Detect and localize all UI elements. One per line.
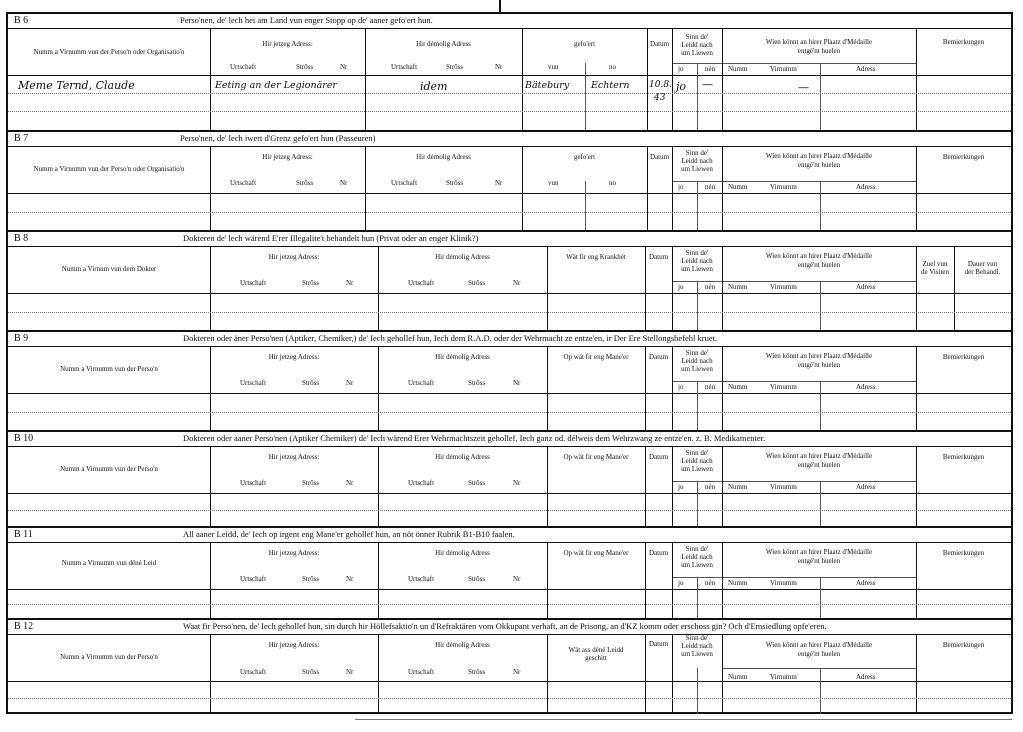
sub-yes: jo bbox=[678, 283, 684, 291]
col-remarks: Bemierkungen bbox=[942, 549, 985, 557]
col-medal-2: entgé'nt huelen bbox=[797, 261, 841, 269]
entry-current-address: Eeting an der Legionärer bbox=[215, 80, 337, 91]
sub-urtschaft: Urtschaft bbox=[240, 575, 267, 583]
col-former-address: Hir démolig Adress bbox=[435, 353, 490, 361]
section-header bbox=[8, 14, 1011, 29]
col-visits: Zuel vun bbox=[922, 260, 948, 268]
col-former-address: Hir démolig Adress bbox=[435, 453, 490, 461]
sub-no: nén bbox=[705, 483, 716, 491]
section-title: Dokteren de' lech wärend E'rer Illegalite't behandelt hun (Privat oder an enger Klinik?) bbox=[183, 233, 479, 243]
col-medal: Wien könnt an hirer Plaatz d'Médaille bbox=[765, 152, 873, 160]
col-medal-2: entgé'nt huelen bbox=[797, 650, 841, 658]
sub-adress: Adress bbox=[856, 383, 876, 391]
sub-nr: Nr bbox=[346, 575, 354, 583]
col-medal: Wien könnt an hirer Plaatz d'Médaille bbox=[765, 548, 873, 556]
section-title: Waat fir Perso'nen, de' Iech gehollef hun, sin durch hir Höllefsaktio'n un d'Refraktären vom Okkupant verhaft, an de Prisong, an d'KZ komm oder erschoss gin? Och d'Emsiedlung opfe'eren. bbox=[183, 621, 827, 631]
col-what-happened: Wät ass déné Leidd bbox=[568, 646, 624, 654]
section-b10 bbox=[8, 432, 1011, 528]
section-header bbox=[8, 528, 1011, 543]
col-current-address: Hir jetzeg Adress: bbox=[268, 353, 320, 361]
col-sinn-3: um Liewen bbox=[681, 561, 713, 569]
section-code: B 8 bbox=[14, 233, 29, 244]
col-current-address: Hir jetzeg Adress: bbox=[268, 253, 320, 261]
section-header bbox=[8, 432, 1011, 447]
col-sinn: Sinn de' bbox=[685, 149, 709, 157]
entry-to: Echtern bbox=[591, 80, 630, 91]
entry-yes: jo bbox=[676, 80, 687, 93]
section-b11 bbox=[8, 528, 1011, 620]
col-former-address: Hir démolig Adress bbox=[435, 641, 490, 649]
sub-urtschaft: Urtschaft bbox=[408, 668, 435, 676]
sub-urtschaft: Urtschaft bbox=[391, 63, 418, 71]
col-sinn-2: Leidd nach bbox=[681, 41, 713, 49]
sub-numm: Numm bbox=[728, 483, 748, 491]
sub-stross: Strôss bbox=[302, 279, 320, 287]
col-name-header: Numm a Virnumm vun déné Leid bbox=[61, 559, 157, 567]
col-date: Datum bbox=[648, 353, 669, 361]
col-illness: Wät fir eng Krankhét bbox=[566, 253, 626, 261]
sub-urtschaft: Urtschaft bbox=[240, 479, 267, 487]
sub-nr: Nr bbox=[495, 63, 503, 71]
col-sinn: Sinn de' bbox=[685, 349, 709, 357]
col-remarks: Bemierkungen bbox=[942, 641, 985, 649]
col-sinn-3: um Liewen bbox=[681, 465, 713, 473]
sub-urtschaft: Urtschaft bbox=[240, 379, 267, 387]
sub-no: nén bbox=[705, 579, 716, 587]
sub-stross: Strôss bbox=[468, 668, 486, 676]
sub-to: no bbox=[609, 179, 616, 187]
sub-stross: Strôss bbox=[302, 668, 320, 676]
section-title: Perso'nen, de' lech hei am Land vun enger Stopp op de' aaner gefo'ert hun. bbox=[180, 15, 433, 25]
col-sinn: Sinn de' bbox=[685, 634, 709, 642]
col-remarks: Bemierkungen bbox=[942, 38, 985, 46]
section-title: Dokteren oder aaner Perso'nen (Aptiker Chemiker) de' Iech wärend Erer Wehrmachtszeit gehollef, Iech ganz od. délweis dem Wehrzwang ze entze'en. z. B. Medikamenter. bbox=[183, 433, 766, 443]
sub-stross: Strôss bbox=[296, 179, 314, 187]
col-manner: Op wät fir eng Mane'er bbox=[563, 353, 629, 361]
col-sinn: Sinn de' bbox=[685, 33, 709, 41]
section-title: Perso'nen, de' lech iwert d'Grenz gefo'ert hun (Passeuren) bbox=[180, 133, 376, 143]
col-remarks: Bemierkungen bbox=[942, 453, 985, 461]
sub-no: nén bbox=[705, 283, 716, 291]
col-current-address: Hir jetzeg Adress: bbox=[268, 549, 320, 557]
sub-stross: Strôss bbox=[302, 575, 320, 583]
sub-yes: jo bbox=[678, 65, 684, 73]
sub-stross: Strôss bbox=[468, 479, 486, 487]
sub-adress: Adress bbox=[856, 183, 876, 191]
col-remarks: Bemierkungen bbox=[942, 153, 985, 161]
sub-numm: Numm bbox=[728, 183, 748, 191]
sub-adress: Adress bbox=[856, 483, 876, 491]
col-what-happened-2: geschitt bbox=[585, 654, 607, 662]
col-former-address: Hir démolig Adress bbox=[435, 253, 490, 261]
sub-virnumm: Virnumm bbox=[770, 183, 797, 191]
sub-nr: Nr bbox=[346, 668, 354, 676]
col-name-header: Numm a Virnumm vun der Perso'n bbox=[60, 365, 158, 373]
sub-no: nén bbox=[705, 65, 716, 73]
sub-nr: Nr bbox=[340, 63, 348, 71]
sub-virnumm: Virnumm bbox=[770, 383, 797, 391]
col-sinn-3: um Liewen bbox=[681, 650, 713, 658]
sub-urtschaft: Urtschaft bbox=[408, 379, 435, 387]
sub-nr: Nr bbox=[495, 179, 503, 187]
col-sinn-2: Leidd nach bbox=[681, 553, 713, 561]
col-date: Datum bbox=[649, 153, 670, 161]
col-name-header: Numm a Virnum vun dem Dokter bbox=[61, 265, 157, 273]
col-medal-2: entgé'nt huelen bbox=[797, 161, 841, 169]
sub-nr: Nr bbox=[346, 279, 354, 287]
sub-virnumm: Virnumm bbox=[770, 483, 797, 491]
col-driven: gefo'ert bbox=[573, 153, 596, 161]
col-medal-2: entgé'nt huelen bbox=[797, 361, 841, 369]
col-duration-2: der Behandl. bbox=[964, 268, 1001, 276]
top-tick-mark bbox=[499, 0, 501, 12]
sub-numm: Numm bbox=[728, 283, 748, 291]
section-b6 bbox=[8, 14, 1011, 132]
col-medal: Wien könnt an hirer Plaatz d'Médaille bbox=[765, 452, 873, 460]
sub-stross: Strôss bbox=[302, 479, 320, 487]
sub-nr: Nr bbox=[513, 575, 521, 583]
section-header bbox=[8, 232, 1011, 247]
section-code: B 9 bbox=[14, 333, 29, 344]
sub-adress: Adress bbox=[856, 579, 876, 587]
col-medal-2: entgé'nt huelen bbox=[797, 461, 841, 469]
col-name-header: Numm a Virnumm vun der Perso'n bbox=[60, 465, 158, 473]
sub-stross: Strôss bbox=[468, 575, 486, 583]
col-medal: Wien könnt an hirer Plaatz d'Médaille bbox=[765, 352, 873, 360]
sub-virnumm: Virnumm bbox=[770, 283, 797, 291]
sub-stross: Strôss bbox=[468, 379, 486, 387]
sub-nr: Nr bbox=[513, 668, 521, 676]
sub-numm: Numm bbox=[728, 673, 748, 681]
col-name-header: Numm a Virnumm vun der Perso'n oder Organisatio'n bbox=[33, 165, 185, 173]
sub-stross: Strôss bbox=[296, 63, 314, 71]
col-name-header: Numm a Virnumm vun der Perso'n oder Organisatio'n bbox=[33, 48, 185, 56]
sub-adress: Adress bbox=[856, 65, 876, 73]
sub-urtschaft: Urtschaft bbox=[408, 479, 435, 487]
col-manner: Op wät fir eng Mane'er bbox=[563, 549, 629, 557]
section-header bbox=[8, 332, 1011, 347]
sub-nr: Nr bbox=[513, 379, 521, 387]
section-code: B 12 bbox=[14, 621, 34, 632]
col-sinn-3: um Liewen bbox=[681, 165, 713, 173]
section-header bbox=[8, 132, 1011, 147]
col-duration: Dauer vun bbox=[967, 260, 998, 268]
entry-name: Meme Ternd, Claude bbox=[18, 79, 135, 92]
sub-nr: Nr bbox=[346, 379, 354, 387]
col-date: Datum bbox=[648, 640, 669, 648]
col-sinn-2: Leidd nach bbox=[681, 257, 713, 265]
sub-yes: jo bbox=[678, 383, 684, 391]
col-current-address: Hir jetzeg Adress: bbox=[262, 40, 313, 48]
section-title: All aaner Leidd, de' Iech op irgent eng Mane'er gehollef hun, an nöt önner Rubrik B1-B10 faalen. bbox=[183, 529, 515, 539]
sub-stross: Strôss bbox=[446, 179, 464, 187]
col-former-address: Hir démolig Adress bbox=[435, 549, 490, 557]
sub-urtschaft: Urtschaft bbox=[230, 179, 257, 187]
sub-urtschaft: Urtschaft bbox=[240, 279, 267, 287]
sub-urtschaft: Urtschaft bbox=[391, 179, 418, 187]
col-current-address: Hir jetzeg Adress: bbox=[268, 453, 320, 461]
sub-nr: Nr bbox=[513, 479, 521, 487]
col-date: Datum bbox=[649, 40, 670, 48]
sub-no: nén bbox=[705, 383, 716, 391]
col-driven: gefo'ert bbox=[573, 40, 596, 48]
section-code: B 7 bbox=[14, 133, 29, 144]
col-medal: Wien könnt an hirer Plaatz d'Médaille bbox=[765, 38, 873, 46]
sub-stross: Strôss bbox=[446, 63, 464, 71]
col-remarks: Bemierkungen bbox=[942, 353, 985, 361]
sub-nr: Nr bbox=[513, 279, 521, 287]
col-sinn-2: Leidd nach bbox=[681, 457, 713, 465]
sub-yes: jo bbox=[678, 483, 684, 491]
section-b9 bbox=[8, 332, 1011, 432]
sub-from: vun bbox=[548, 179, 559, 187]
col-sinn-2: Leidd nach bbox=[681, 357, 713, 365]
col-date: Datum bbox=[648, 253, 669, 261]
sub-stross: Strôss bbox=[468, 279, 486, 287]
entry-from: Bätebury bbox=[525, 80, 570, 91]
col-medal: Wien könnt an hirer Plaatz d'Médaille bbox=[765, 252, 873, 260]
col-former-address: Hir démolig Adress bbox=[416, 153, 471, 161]
sub-urtschaft: Urtschaft bbox=[240, 668, 267, 676]
section-title: Dokteren oder äner Perso'nen (Aptiker, Chemiker,) de' Iech gehollef hun, Iech dem R.A.D. oder der Wehrmacht ze entze'en, ir Der Ere Stellongsbefehl kruet. bbox=[183, 333, 718, 343]
sub-stross: Strôss bbox=[302, 379, 320, 387]
bottom-edge-line bbox=[355, 719, 1012, 720]
col-date: Datum bbox=[648, 549, 669, 557]
section-b8 bbox=[8, 232, 1011, 332]
sub-urtschaft: Urtschaft bbox=[408, 575, 435, 583]
col-current-address: Hir jetzeg Adress: bbox=[262, 153, 313, 161]
entry-former-address: idem bbox=[420, 80, 448, 93]
col-former-address: Hir démolig Adress bbox=[416, 40, 471, 48]
sub-from: vun bbox=[548, 63, 559, 71]
col-sinn-3: um Liewen bbox=[681, 365, 713, 373]
sub-no: nén bbox=[705, 183, 716, 191]
col-medal: Wien könnt an hirer Plaatz d'Médaille bbox=[765, 641, 873, 649]
sub-adress: Adress bbox=[856, 673, 876, 681]
sub-urtschaft: Urtschaft bbox=[230, 63, 257, 71]
entry-medal: — bbox=[798, 81, 809, 94]
section-code: B 6 bbox=[14, 15, 29, 26]
sub-nr: Nr bbox=[340, 179, 348, 187]
col-sinn-3: um Liewen bbox=[681, 265, 713, 273]
col-name-header: Numm a Virnumm vun der Perso'n bbox=[60, 653, 158, 661]
sub-numm: Numm bbox=[728, 65, 748, 73]
section-b7 bbox=[8, 132, 1011, 232]
col-sinn: Sinn de' bbox=[685, 449, 709, 457]
col-visits-2: de Visiten bbox=[920, 268, 950, 276]
entry-date: 10.8. bbox=[649, 80, 672, 90]
sub-yes: jo bbox=[678, 579, 684, 587]
section-header bbox=[8, 620, 1011, 635]
form-sheet bbox=[6, 12, 1013, 714]
col-current-address: Hir jetzeg Adress: bbox=[268, 641, 320, 649]
section-code: B 11 bbox=[14, 529, 33, 540]
col-sinn: Sinn de' bbox=[685, 545, 709, 553]
col-sinn-2: Leidd nach bbox=[681, 642, 713, 650]
col-medal-2: entgé'nt huelen bbox=[797, 557, 841, 565]
sub-to: no bbox=[609, 63, 616, 71]
col-sinn-3: um Liewen bbox=[681, 49, 713, 57]
sub-virnumm: Virnumm bbox=[770, 579, 797, 587]
col-manner: Op wät fir eng Mane'er bbox=[563, 453, 629, 461]
section-b12 bbox=[8, 620, 1011, 714]
sub-urtschaft: Urtschaft bbox=[408, 279, 435, 287]
sub-virnumm: Virnumm bbox=[770, 673, 797, 681]
entry-date-year: 43 bbox=[654, 93, 666, 103]
sub-adress: Adress bbox=[856, 283, 876, 291]
col-sinn: Sinn de' bbox=[685, 249, 709, 257]
sub-numm: Numm bbox=[728, 383, 748, 391]
sub-yes: jo bbox=[678, 183, 684, 191]
sub-nr: Nr bbox=[346, 479, 354, 487]
sub-numm: Numm bbox=[728, 579, 748, 587]
entry-no: — bbox=[702, 78, 713, 91]
col-medal-2: entgé'nt huelen bbox=[797, 47, 841, 55]
section-code: B 10 bbox=[14, 433, 34, 444]
sub-virnumm: Virnumm bbox=[770, 65, 797, 73]
col-date: Datum bbox=[648, 453, 669, 461]
col-sinn-2: Leidd nach bbox=[681, 157, 713, 165]
